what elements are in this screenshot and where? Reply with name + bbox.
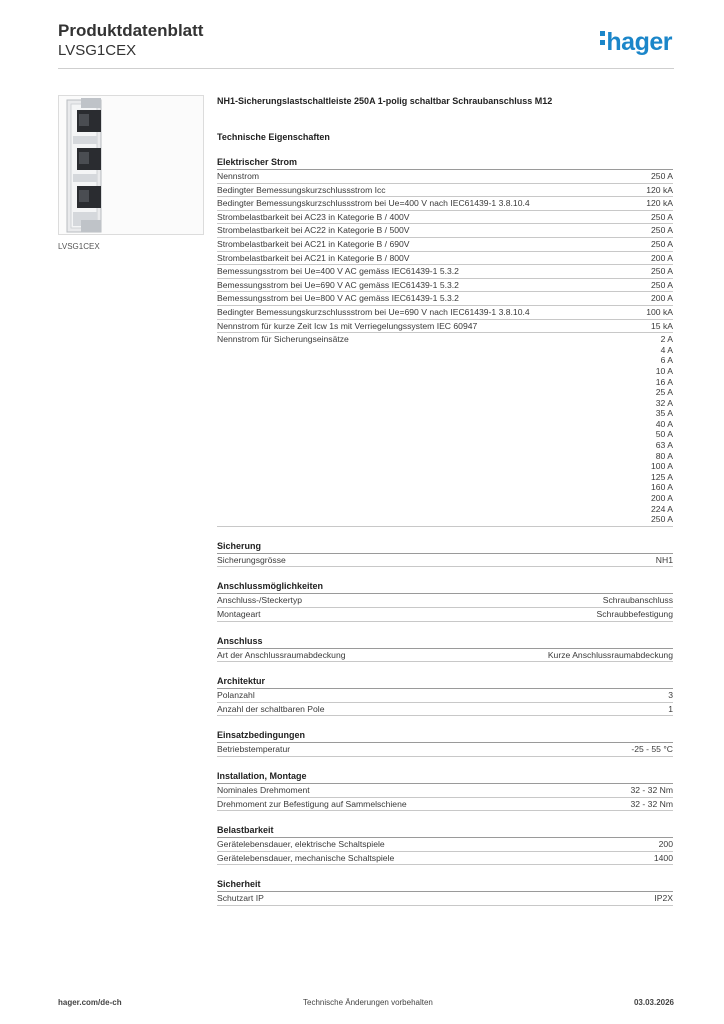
property-value: 250 A — [651, 279, 673, 290]
property-row — [217, 279, 673, 293]
property-label: Strombelastbarkeit bei AC23 in Kategorie B / 400V — [217, 211, 410, 222]
fuse-switch-strip-icon — [59, 96, 203, 234]
property-value-item: 50 A — [655, 429, 673, 440]
property-row — [217, 689, 673, 703]
property-group — [217, 540, 673, 568]
property-label: Drehmoment zur Befestigung auf Sammelschiene — [217, 798, 407, 809]
property-value-item: 6 A — [660, 355, 673, 366]
property-value-item: 40 A — [655, 418, 673, 429]
group-title: Elektrischer Strom — [217, 156, 673, 170]
group-title: Anschluss — [217, 635, 673, 649]
property-value-item: 35 A — [655, 408, 673, 419]
property-value: Schraubanschluss — [602, 595, 673, 606]
property-label: Schutzart IP — [217, 893, 264, 904]
property-row — [217, 554, 673, 568]
property-label: Bedingter Bemessungskurzschlussstrom bei Ue=690 V nach IEC61439-1 3.8.10.4 — [217, 306, 530, 317]
property-label: Betriebstemperatur — [217, 744, 291, 755]
property-value: 200 A — [651, 252, 673, 263]
logo-text: hager — [606, 28, 672, 56]
property-label: Bemessungsstrom bei Ue=400 V AC gemäss IEC61439-1 5.3.2 — [217, 266, 459, 277]
property-value: 3 — [668, 690, 673, 701]
property-value-item: 160 A — [651, 482, 673, 493]
property-row — [217, 184, 673, 198]
property-row — [217, 170, 673, 184]
property-label: Anschluss-/Steckertyp — [217, 595, 303, 606]
property-row — [217, 252, 673, 266]
property-value: 32 - 32 Nm — [630, 784, 673, 795]
property-value-item: 224 A — [651, 503, 673, 514]
property-label: Strombelastbarkeit bei AC22 in Kategorie B / 500V — [217, 225, 410, 236]
section-title: Technische Eigenschaften — [217, 132, 330, 142]
property-value-item: 200 A — [651, 493, 673, 504]
property-label: Bemessungsstrom bei Ue=800 V AC gemäss IEC61439-1 5.3.2 — [217, 293, 459, 304]
logo-colon-icon — [600, 27, 606, 48]
property-row — [217, 224, 673, 238]
property-group — [217, 878, 673, 906]
property-value-item: 80 A — [655, 450, 673, 461]
property-row — [217, 703, 673, 717]
property-label: Bedingter Bemessungskurzschlussstrom Icc — [217, 184, 386, 195]
property-value: 250 A — [651, 225, 673, 236]
page-header — [58, 20, 674, 68]
property-value: 250 A — [651, 238, 673, 249]
property-value: Schraubbefestigung — [596, 609, 673, 619]
property-label: Strombelastbarkeit bei AC21 in Kategorie B / 690V — [217, 238, 410, 249]
footer-date: 03.03.2026 — [633, 998, 674, 1007]
property-value — [651, 334, 673, 525]
group-title: Sicherheit — [217, 878, 673, 892]
datasheet-content — [217, 95, 673, 906]
property-row — [217, 649, 673, 663]
property-label: Strombelastbarkeit bei AC21 in Kategorie B / 800V — [217, 252, 410, 263]
property-label: Anzahl der schaltbaren Pole — [217, 703, 325, 714]
property-label: Nominales Drehmoment — [217, 784, 310, 795]
group-title: Einsatzbedingungen — [217, 729, 673, 743]
property-value: IP2X — [654, 893, 673, 904]
property-row — [217, 197, 673, 211]
property-row — [217, 784, 673, 798]
property-value-item: 25 A — [655, 387, 673, 398]
property-group — [217, 770, 673, 811]
property-value: 200 — [658, 839, 673, 850]
property-value-item: 2 A — [660, 334, 673, 345]
property-value: 250 A — [651, 171, 673, 181]
property-group — [217, 729, 673, 757]
property-value-item: 32 A — [655, 397, 673, 408]
property-group — [217, 156, 673, 527]
property-row — [217, 306, 673, 320]
property-row — [217, 892, 673, 906]
property-value: 1 — [668, 703, 673, 714]
property-value: NH1 — [655, 554, 673, 565]
property-value-item: 4 A — [660, 344, 673, 355]
group-title: Installation, Montage — [217, 770, 673, 784]
property-row — [217, 608, 673, 622]
property-row — [217, 333, 673, 527]
header-divider — [58, 68, 674, 69]
property-label: Bedingter Bemessungskurzschlussstrom bei Ue=400 V nach IEC61439-1 3.8.10.4 — [217, 198, 530, 209]
property-group — [217, 635, 673, 663]
property-row — [217, 594, 673, 608]
property-value: 120 kA — [646, 198, 673, 209]
property-label: Nennstrom — [217, 171, 260, 181]
property-group — [217, 824, 673, 865]
property-label: Art der Anschlussraumabdeckung — [217, 649, 346, 660]
property-label: Gerätelebensdauer, mechanische Schaltspiele — [217, 852, 395, 863]
property-row — [217, 838, 673, 852]
property-value-item: 63 A — [655, 440, 673, 451]
property-value-item: 100 A — [651, 461, 673, 472]
property-label: Nennstrom für kurze Zeit Icw 1s mit Verriegelungssystem IEC 60947 — [217, 320, 478, 331]
property-label: Montageart — [217, 609, 261, 619]
product-description: NH1-Sicherungslastschaltleiste 250A 1-polig schaltbar Schraubanschluss M12 — [217, 96, 553, 106]
document-title: Produktdatenblatt — [58, 21, 204, 40]
property-row — [217, 798, 673, 812]
property-value: 250 A — [651, 266, 673, 277]
property-value: Kurze Anschlussraumabdeckung — [547, 649, 673, 660]
property-value: 200 A — [651, 293, 673, 304]
property-value: 1400 — [653, 852, 673, 863]
group-title: Sicherung — [217, 540, 673, 554]
group-title: Belastbarkeit — [217, 824, 673, 838]
property-label: Sicherungsgrösse — [217, 554, 286, 565]
footer-website: hager.com/de-ch — [58, 998, 122, 1007]
property-row — [217, 852, 673, 866]
property-value-item: 250 A — [651, 514, 673, 525]
page-footer — [58, 998, 674, 1012]
property-value-item: 16 A — [655, 376, 673, 387]
property-value-item: 125 A — [651, 471, 673, 482]
property-label: Nennstrom für Sicherungseinsätze — [217, 334, 349, 345]
property-row — [217, 292, 673, 306]
property-row — [217, 265, 673, 279]
property-row — [217, 211, 673, 225]
property-row — [217, 238, 673, 252]
footer-disclaimer: Technische Änderungen vorbehalten — [303, 998, 433, 1007]
property-row — [217, 320, 673, 334]
property-value: 120 kA — [646, 184, 673, 195]
property-label: Polanzahl — [217, 690, 255, 701]
property-group — [217, 580, 673, 621]
product-image-caption: LVSG1CEX — [58, 242, 100, 251]
product-image — [58, 95, 204, 235]
property-value: 32 - 32 Nm — [630, 798, 673, 809]
group-title: Anschlussmöglichkeiten — [217, 580, 673, 594]
product-code: LVSG1CEX — [58, 42, 137, 59]
property-label: Gerätelebensdauer, elektrische Schaltspiele — [217, 839, 385, 850]
property-value: -25 - 55 °C — [631, 744, 673, 755]
property-label: Bemessungsstrom bei Ue=690 V AC gemäss IEC61439-1 5.3.2 — [217, 279, 459, 290]
property-value-item: 10 A — [655, 365, 673, 376]
property-group — [217, 675, 673, 716]
property-groups — [217, 156, 673, 906]
property-value: 15 kA — [651, 320, 673, 331]
hager-logo — [600, 28, 672, 56]
property-value: 100 kA — [646, 306, 673, 317]
property-row — [217, 743, 673, 757]
group-title: Architektur — [217, 675, 673, 689]
property-value: 250 A — [651, 211, 673, 222]
